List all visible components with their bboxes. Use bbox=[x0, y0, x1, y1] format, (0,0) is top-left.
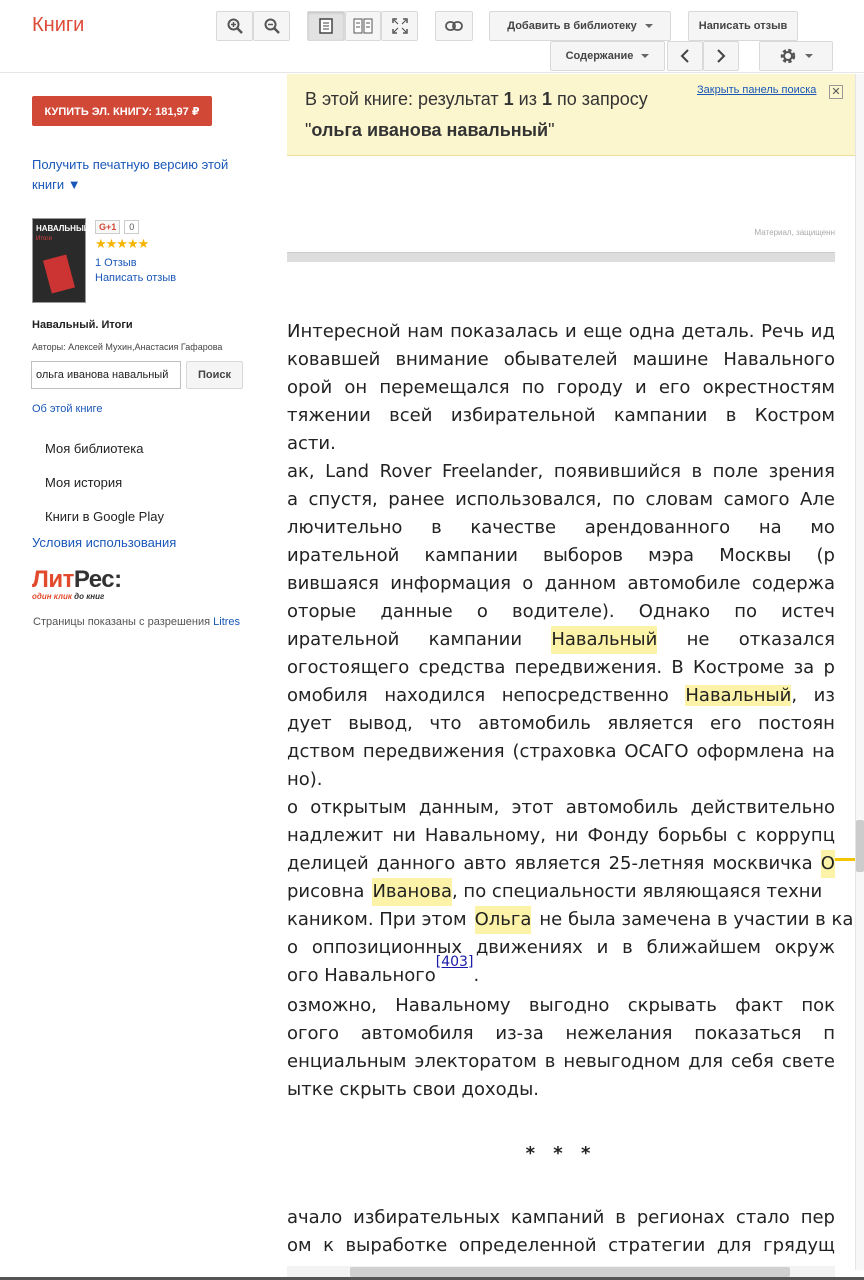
text-span: асти. bbox=[287, 433, 336, 454]
text-line bbox=[287, 486, 835, 514]
gplus-widget[interactable] bbox=[95, 220, 139, 234]
litres-name-a: Лит bbox=[32, 566, 74, 593]
text-word: ирательной bbox=[287, 545, 400, 566]
text-word: надлежит bbox=[287, 825, 384, 846]
text-span: но). bbox=[287, 769, 323, 790]
text-line bbox=[287, 1048, 835, 1076]
text-span: не была замечена в участии в ка bbox=[539, 909, 854, 930]
text-line bbox=[287, 1232, 835, 1260]
text-word: о bbox=[522, 573, 534, 594]
text-word: в bbox=[622, 937, 633, 958]
text-word: средства bbox=[418, 657, 506, 678]
text-word: Rover bbox=[379, 461, 432, 482]
text-word: вывод, bbox=[348, 713, 413, 734]
search-highlight[interactable]: Ольга bbox=[475, 906, 532, 934]
buy-ebook-button[interactable]: КУПИТЬ ЭЛ. КНИГУ: 181,97 ₽ bbox=[32, 96, 212, 126]
text-line bbox=[287, 598, 835, 626]
text-word: Навального bbox=[723, 349, 835, 370]
text-span: , по специальности являющаяся техни bbox=[451, 881, 823, 902]
text-word: о bbox=[287, 937, 299, 958]
search-query: ольга иванова навальный bbox=[311, 120, 549, 140]
text-word: ни bbox=[392, 825, 416, 846]
page-text bbox=[287, 318, 854, 1260]
text-span: ирательной bbox=[287, 629, 400, 650]
book-title: Навальный. Итоги bbox=[32, 319, 133, 331]
litres-link[interactable]: Litres bbox=[213, 616, 241, 628]
copyright-notice: Материал, защищенн bbox=[754, 228, 835, 237]
msg-part: " bbox=[548, 120, 555, 140]
fullscreen-button[interactable] bbox=[381, 11, 418, 41]
text-word: в bbox=[691, 461, 703, 482]
write-review-link[interactable]: Написать отзыв bbox=[95, 272, 177, 284]
text-span: не bbox=[686, 629, 710, 650]
text-word: автомобиля bbox=[360, 1023, 474, 1044]
text-line bbox=[287, 458, 835, 486]
text-word: из-за bbox=[495, 1023, 544, 1044]
text-word: в bbox=[725, 405, 737, 426]
text-word: и bbox=[564, 321, 577, 342]
chevron-left-icon bbox=[680, 49, 690, 63]
text-word: Але bbox=[800, 489, 835, 510]
print-version-link[interactable] bbox=[32, 155, 252, 195]
text-word: себя bbox=[730, 1051, 774, 1072]
text-word: свете bbox=[781, 1051, 835, 1072]
text-word: мэра bbox=[648, 545, 695, 566]
text-line bbox=[287, 710, 835, 738]
text-word: пок bbox=[801, 995, 835, 1016]
text-word: зрения bbox=[768, 461, 835, 482]
next-page-button[interactable] bbox=[703, 41, 739, 71]
about-book-link[interactable]: Об этой книге bbox=[32, 403, 103, 415]
rating-stars: ★★★★★ bbox=[95, 236, 149, 251]
text-word: кампании bbox=[424, 545, 518, 566]
text-span: кампании bbox=[428, 629, 523, 650]
text-word: орой bbox=[287, 377, 333, 398]
text-word: ранее bbox=[388, 489, 445, 510]
text-span: отказался bbox=[738, 629, 835, 650]
footnote-link[interactable]: [403] bbox=[435, 954, 474, 970]
text-word: всей bbox=[389, 405, 433, 426]
zoom-in-button[interactable] bbox=[216, 11, 253, 41]
text-word: по bbox=[734, 601, 757, 622]
text-word: автомобиль bbox=[478, 713, 591, 734]
text-word: истеч bbox=[781, 601, 835, 622]
spacer bbox=[287, 1168, 835, 1204]
text-word: Интересной bbox=[287, 321, 401, 342]
nav-my-history[interactable]: Моя история bbox=[45, 475, 123, 490]
text-word: использовался, bbox=[455, 489, 602, 510]
gplus-button[interactable]: G+1 bbox=[95, 220, 120, 234]
text-word: действительно bbox=[690, 797, 835, 818]
text-span: ого Навального bbox=[287, 965, 436, 986]
text-word: для bbox=[688, 1051, 724, 1072]
prev-page-button[interactable] bbox=[667, 41, 703, 71]
text-word: скрывать bbox=[627, 995, 717, 1016]
print-version-line1: Получить печатную версию этой bbox=[32, 157, 229, 172]
msg-part: В этой книге: результат bbox=[305, 89, 504, 109]
text-word: нам bbox=[407, 321, 444, 342]
text-line bbox=[287, 682, 835, 710]
text-word: автомобиль bbox=[565, 797, 679, 818]
text-word: и bbox=[596, 937, 609, 958]
text-word: Навальному, bbox=[424, 825, 546, 846]
two-page-view-button[interactable] bbox=[345, 11, 381, 41]
text-span: непосредственно bbox=[501, 685, 669, 706]
text-word: (р bbox=[816, 545, 835, 566]
text-line bbox=[287, 766, 835, 794]
litres-tagline-a: один клик bbox=[32, 592, 72, 601]
text-word: внимание bbox=[395, 349, 489, 370]
text-line bbox=[287, 374, 835, 402]
zoom-in-icon bbox=[227, 18, 243, 34]
text-word: передвижения. bbox=[514, 657, 663, 678]
search-in-book-input[interactable] bbox=[31, 361, 181, 389]
gplus-count: 0 bbox=[124, 220, 139, 234]
text-word: за bbox=[793, 657, 815, 678]
text-word: к bbox=[323, 1235, 334, 1256]
contents-label: Содержание bbox=[565, 50, 634, 62]
text-word: движениях bbox=[475, 937, 583, 958]
vertical-scrollbar-thumb[interactable] bbox=[856, 820, 864, 872]
search-hit-marker[interactable] bbox=[835, 858, 855, 861]
text-word: о bbox=[476, 601, 488, 622]
text-line bbox=[287, 850, 835, 878]
cover-title: НАВАЛЬНЫЙ bbox=[36, 224, 90, 233]
text-word: перемещался bbox=[379, 377, 510, 398]
text-word: в bbox=[431, 517, 442, 538]
litres-name-b: Рес: bbox=[73, 566, 122, 593]
text-word: он bbox=[344, 377, 368, 398]
text-word: что bbox=[429, 713, 462, 734]
text-word: окруж bbox=[774, 937, 835, 958]
text-word: показаться bbox=[694, 1023, 802, 1044]
text-word: о bbox=[287, 797, 299, 818]
zoom-out-button[interactable] bbox=[253, 11, 290, 41]
text-word: тяжении bbox=[287, 405, 371, 426]
text-word: Речь bbox=[761, 321, 805, 342]
single-page-view-button[interactable] bbox=[307, 11, 345, 41]
text-word: его bbox=[658, 377, 691, 398]
text-span: из bbox=[813, 685, 835, 706]
fullscreen-icon bbox=[392, 18, 408, 34]
section-break bbox=[287, 1140, 835, 1168]
text-word: с bbox=[736, 825, 747, 846]
chevron-down-icon bbox=[641, 54, 649, 58]
msg-part: по запросу " bbox=[305, 89, 648, 140]
litres-name bbox=[32, 566, 122, 594]
nav-google-play-books[interactable]: Книги в Google Play bbox=[45, 509, 164, 524]
search-highlight[interactable]: Иванова bbox=[372, 878, 452, 906]
text-word: самого bbox=[723, 489, 790, 510]
text-word: оппозиционных bbox=[311, 937, 463, 958]
text-word: борьбы bbox=[658, 825, 728, 846]
permission-text: Страницы показаны с разрешения bbox=[33, 616, 214, 628]
horizontal-scrollbar-thumb[interactable] bbox=[350, 1267, 790, 1277]
text-span: ытке скрыть свои доходы. bbox=[287, 1079, 540, 1100]
text-word: факт bbox=[735, 995, 784, 1016]
add-to-library-button[interactable] bbox=[489, 11, 671, 41]
text-word: окрестностям bbox=[702, 377, 835, 398]
text-word: В bbox=[671, 657, 684, 678]
cover-subtitle: Итоги bbox=[36, 236, 52, 242]
nav-my-library[interactable]: Моя библиотека bbox=[45, 441, 144, 456]
text-word: поле bbox=[712, 461, 759, 482]
text-word: а bbox=[287, 489, 299, 510]
text-line bbox=[287, 1076, 835, 1104]
text-span: омобиля bbox=[287, 685, 368, 706]
text-word: Костроме bbox=[693, 657, 785, 678]
text-word: ближайшем bbox=[646, 937, 761, 958]
text-word: москвичка bbox=[712, 853, 813, 874]
link-button[interactable] bbox=[435, 11, 473, 41]
text-word: городу bbox=[556, 377, 623, 398]
text-word: автомобиле bbox=[627, 573, 741, 594]
vertical-scrollbar[interactable] bbox=[855, 74, 864, 1270]
close-icon[interactable]: ✕ bbox=[829, 85, 843, 99]
text-word: для bbox=[716, 1235, 752, 1256]
text-word: стратегии bbox=[608, 1235, 706, 1256]
contents-dropdown[interactable] bbox=[550, 41, 665, 71]
chevron-down-icon bbox=[645, 24, 653, 28]
text-line bbox=[287, 934, 835, 962]
add-to-library-label: Добавить в библиотеку bbox=[507, 20, 637, 32]
text-word: (страховка bbox=[512, 741, 617, 762]
search-button[interactable]: Поиск bbox=[186, 361, 243, 389]
chevron-down-icon bbox=[805, 54, 813, 58]
text-line bbox=[287, 794, 835, 822]
text-word: невыгодном bbox=[563, 1051, 681, 1072]
text-word: на bbox=[812, 741, 835, 762]
search-results-panel bbox=[287, 74, 864, 156]
text-word: озможно, bbox=[287, 995, 377, 1016]
text-word: содержа bbox=[751, 573, 835, 594]
msg-part: из bbox=[513, 89, 542, 109]
text-line bbox=[287, 318, 835, 346]
book-authors: Авторы: Алексей Мухин,Анастасия Гафарова bbox=[32, 342, 223, 352]
text-word: нежелания bbox=[565, 1023, 673, 1044]
text-line bbox=[287, 738, 835, 766]
text-word: ачало bbox=[287, 1207, 343, 1228]
write-review-label: Написать отзыв bbox=[698, 20, 788, 32]
terms-link[interactable]: Условия использования bbox=[32, 535, 177, 550]
text-word: дством bbox=[287, 741, 356, 762]
text-word: деталь. bbox=[681, 321, 755, 342]
text-word: лючительно bbox=[287, 517, 403, 538]
search-results-message bbox=[305, 84, 695, 146]
text-line bbox=[287, 570, 835, 598]
text-word: этот bbox=[511, 797, 554, 818]
search-highlight[interactable]: Навальный bbox=[551, 626, 657, 654]
text-line bbox=[287, 346, 835, 374]
text-word: выборов bbox=[543, 545, 624, 566]
reviews-count-link[interactable]: 1 Отзыв bbox=[95, 257, 137, 269]
text-word: обывателей bbox=[503, 349, 618, 370]
text-word: постоян bbox=[758, 713, 835, 734]
text-word: избирательной bbox=[450, 405, 596, 426]
text-word: Навальному bbox=[395, 995, 511, 1016]
text-word: выработке bbox=[345, 1235, 448, 1256]
print-version-line2: книги ▼ bbox=[32, 177, 81, 192]
text-span: . bbox=[473, 965, 480, 986]
permission-note bbox=[33, 616, 240, 628]
text-word: открытым bbox=[310, 797, 407, 818]
gear-icon bbox=[779, 47, 797, 65]
text-word: избирательных bbox=[353, 1207, 500, 1228]
text-word: грядущ bbox=[763, 1235, 835, 1256]
link-icon bbox=[445, 21, 463, 31]
text-word: мо bbox=[810, 517, 835, 538]
search-highlight[interactable]: Навальный bbox=[685, 685, 792, 706]
text-line bbox=[287, 822, 835, 850]
text-span: , bbox=[791, 685, 798, 706]
text-word: Москвы bbox=[719, 545, 792, 566]
page-separator bbox=[287, 252, 835, 262]
text-line bbox=[287, 954, 835, 992]
search-highlight[interactable]: О bbox=[821, 850, 835, 878]
text-word: 25-летняя bbox=[608, 853, 705, 874]
text-word: спустя, bbox=[308, 489, 378, 510]
text-word: выгодно bbox=[528, 995, 610, 1016]
chevron-right-icon bbox=[716, 49, 726, 63]
text-word: ковавшей bbox=[287, 349, 381, 370]
text-word: п bbox=[823, 1023, 835, 1044]
text-word: авто bbox=[463, 853, 507, 874]
text-word: по bbox=[612, 489, 635, 510]
single-page-icon bbox=[319, 18, 333, 34]
result-index: 1 bbox=[503, 89, 514, 109]
text-word: дует bbox=[287, 713, 332, 734]
text-word: электоратом bbox=[414, 1051, 537, 1072]
litres-tagline-b: до книг bbox=[71, 592, 105, 601]
book-cover[interactable] bbox=[32, 218, 90, 303]
text-line bbox=[287, 402, 835, 430]
two-page-icon bbox=[353, 18, 373, 34]
text-line bbox=[287, 1020, 835, 1048]
book-viewer[interactable] bbox=[287, 74, 854, 1280]
spacer bbox=[287, 1104, 835, 1140]
text-line bbox=[287, 626, 835, 654]
text-word: данного bbox=[376, 853, 456, 874]
text-word: огостоящего bbox=[287, 657, 410, 678]
text-word: Однако bbox=[638, 601, 711, 622]
text-word: вившаяся bbox=[287, 573, 379, 594]
text-word: водителе). bbox=[511, 601, 615, 622]
text-word: ни bbox=[555, 825, 579, 846]
text-line bbox=[287, 654, 835, 682]
text-word: является bbox=[514, 853, 601, 874]
books-logo[interactable]: Книги bbox=[32, 14, 85, 36]
text-word: данном bbox=[544, 573, 617, 594]
text-word: огого bbox=[287, 1023, 339, 1044]
settings-button[interactable] bbox=[759, 41, 833, 71]
text-word: качестве bbox=[470, 517, 557, 538]
litres-logo[interactable] bbox=[32, 566, 122, 601]
text-span: рисовна bbox=[287, 881, 365, 902]
text-word: Land bbox=[325, 461, 370, 482]
text-word: данным, bbox=[418, 797, 500, 818]
text-word: кампании bbox=[613, 405, 708, 426]
text-line bbox=[287, 430, 835, 458]
text-word: стало bbox=[735, 1207, 790, 1228]
text-word: коррупц bbox=[755, 825, 835, 846]
write-review-button[interactable] bbox=[688, 11, 798, 41]
text-word: Костром bbox=[754, 405, 835, 426]
text-word: передвижения bbox=[362, 741, 505, 762]
text-word: ид bbox=[810, 321, 835, 342]
text-line bbox=[287, 514, 835, 542]
result-total: 1 bbox=[541, 89, 552, 109]
text-word: Фонду bbox=[587, 825, 649, 846]
text-word: делицей bbox=[287, 853, 369, 874]
text-word: еще bbox=[583, 321, 623, 342]
text-word: в bbox=[544, 1051, 556, 1072]
zoom-out-icon bbox=[264, 18, 280, 34]
text-word: по bbox=[521, 377, 545, 398]
text-word: одна bbox=[628, 321, 676, 342]
cover-illustration bbox=[43, 254, 75, 293]
text-span: * * * bbox=[525, 1143, 597, 1164]
text-word: кампаний bbox=[510, 1207, 605, 1228]
text-line bbox=[287, 992, 835, 1020]
text-word: определенной bbox=[458, 1235, 597, 1256]
text-span: каником. При этом bbox=[287, 909, 467, 930]
text-word: машине bbox=[632, 349, 709, 370]
text-word: в bbox=[615, 1207, 626, 1228]
text-word: енциальным bbox=[287, 1051, 407, 1072]
text-word: пер bbox=[800, 1207, 835, 1228]
text-line bbox=[287, 1204, 835, 1232]
text-word: показалась bbox=[450, 321, 559, 342]
header-divider bbox=[0, 72, 864, 73]
text-word: арендованного bbox=[584, 517, 731, 538]
text-word: ОСАГО bbox=[624, 741, 689, 762]
text-word: данные bbox=[380, 601, 453, 622]
text-word: ом bbox=[287, 1235, 312, 1256]
text-line bbox=[287, 906, 854, 934]
text-word: словам bbox=[645, 489, 714, 510]
close-search-panel-link[interactable]: Закрыть панель поиска bbox=[697, 84, 817, 96]
text-word: регионах bbox=[636, 1207, 725, 1228]
text-word: и bbox=[634, 377, 647, 398]
text-line bbox=[287, 878, 835, 906]
text-word: информация bbox=[390, 573, 511, 594]
text-word: оторые bbox=[287, 601, 357, 622]
text-word: ак, bbox=[287, 461, 315, 482]
text-word: на bbox=[758, 517, 782, 538]
reviews-block bbox=[95, 256, 176, 286]
text-word: Freelander, bbox=[442, 461, 544, 482]
text-word: оформлена bbox=[696, 741, 805, 762]
text-word: р bbox=[823, 657, 835, 678]
text-word: появившийся bbox=[553, 461, 681, 482]
text-word: является bbox=[607, 713, 694, 734]
text-word: его bbox=[710, 713, 742, 734]
text-line bbox=[287, 542, 835, 570]
text-span: находился bbox=[384, 685, 486, 706]
